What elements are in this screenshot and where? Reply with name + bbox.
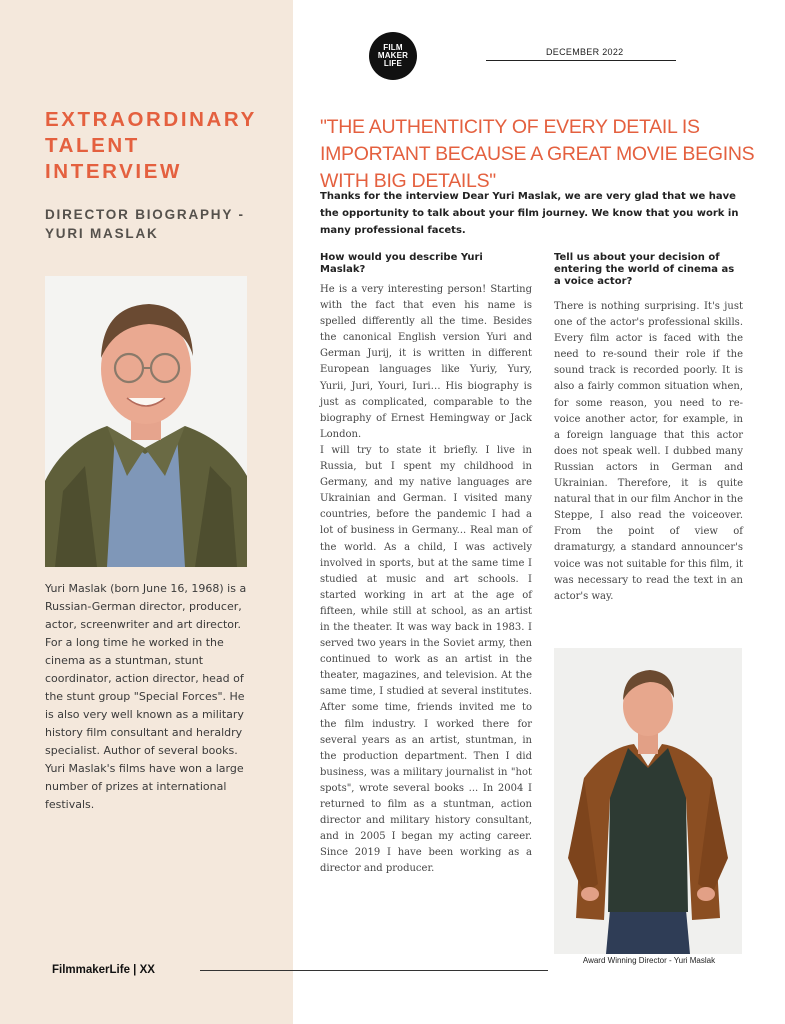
bio-paragraph: Yuri Maslak (born June 16, 1968) is a Russian-German director, producer, actor, screenwriter and art director.: [45, 582, 247, 631]
director-bio: [45, 580, 250, 814]
director-portrait-photo: [45, 276, 247, 567]
answer-text: [320, 282, 532, 877]
footer-divider: [200, 970, 548, 971]
logo-line: LIFE: [383, 59, 403, 68]
logo-line: MAKER: [377, 51, 409, 60]
bio-paragraph: Yuri Maslak's films have won a large number of prizes at international festivals.: [45, 762, 244, 811]
director-standing-photo: [554, 648, 742, 954]
question-heading: How would you describe Yuri Maslak?: [320, 252, 483, 275]
answer-paragraph: There is nothing surprising. It's just one of the actor's professional skills. Every film actor is faced with the need to re-sound their role if the sound track is recorded poorly. It is also a fairly common situation when, for some reason, you need to re-voice another actor, for example, in a foreign language that this actor does not speak well. I dubbed many Russian actors in German and Ukrainian. Therefore, it is quite natural that in our film Anchor in the Steppe, I also read the voiceover. From the point of view of dramaturgy, a standard announcer's voice was not suitable for this film, it was necessary to read the text in an actor's way.: [554, 301, 743, 602]
logo-line: FILM: [383, 43, 403, 52]
footer-brand: FilmmakerLife | XX: [52, 964, 155, 976]
bio-paragraph: For a long time he worked in the cinema as a stuntman, stunt coordinator, action director, head of the stunt group "Special Forces". He is also very well known as a military history film consultant and heraldry specialist. Author of several books.: [45, 636, 245, 757]
section-subtitle: DIRECTOR BIOGRAPHY - YURI MASLAK: [45, 207, 245, 241]
question-heading: Tell us about your decision of entering the world of cinema as a voice actor?: [554, 252, 735, 287]
answer-text: [554, 299, 743, 605]
section-title: EXTRAORDINARY TALENT INTERVIEW: [45, 108, 257, 183]
answer-paragraph: He is a very interesting person! Starting with the fact that even his name is spelled differently all the time. Besides the canonical English version Yuri and German Jurij, it is written in different European languages like Yuriy, Yury, Yurii, Juri, Youri, Iuri… His biography is just as complicated, comparable to the biography of Ernest Hemingway or Jack London.: [320, 284, 532, 440]
interview-intro: Thanks for the interview Dear Yuri Maslak, we are very glad that we have the opportunity to talk about your film journey. We know that you work in many professional facets.: [320, 191, 739, 236]
photo-caption: Award Winning Director - Yuri Maslak: [582, 956, 716, 965]
filmmakerlife-logo: [369, 32, 417, 80]
pull-quote: "THE AUTHENTICITY OF EVERY DETAIL IS IMPORTANT BECAUSE A GREAT MOVIE BEGINS WITH BIG DETAILS": [320, 116, 755, 192]
header-divider: [486, 60, 676, 61]
answer-paragraph: I will try to state it briefly. I live in Russia, but I spent my childhood in Germany, and my native languages are Ukrainian and German. I visited many countries, before the pandemic I had a lot of business in Germany... Real man of the world. As a child, I was actively involved in sports, but at the same time I studied at music and art schools. I started working in art at the age of fifteen, while still at school, as an artist in the theater. It was way back in 1983. I served two years in the Soviet army, then continued to work as an artist in the theater, magazines, and television. At the same time, I studied at several institutes. After some time, friends invited me to the film industry. I worked there for several years as an artist, stuntman, in the production department. Then I did business, was a military journalist in "hot spots", wrote several books ... In 2004 I returned to film as a stuntman, action director and military history consultant, and in 2005 I began my acting career. Since 2019 I have been working as a director and producer.: [320, 444, 532, 875]
issue-date: DECEMBER 2022: [546, 47, 624, 57]
